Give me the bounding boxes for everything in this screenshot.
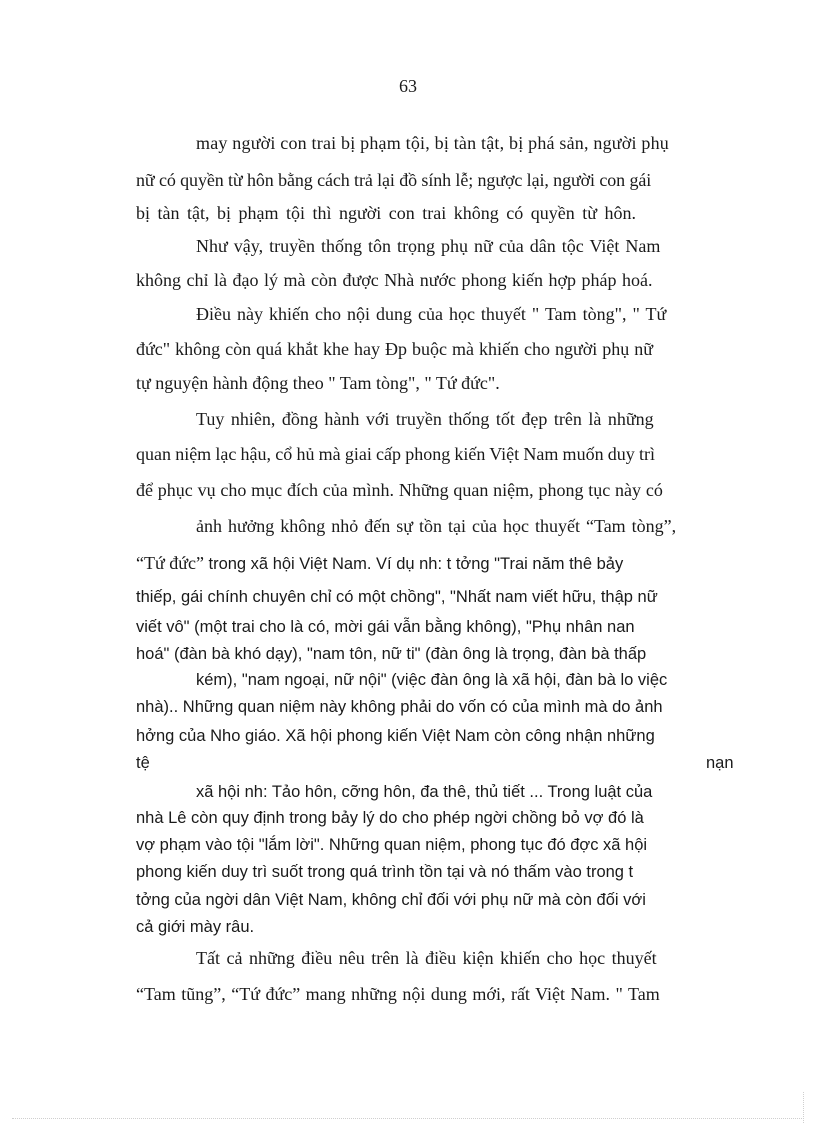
paragraph-line: tởng của ngời dân Việt Nam, không chỉ đối với phụ nữ mà còn đối với	[136, 891, 646, 909]
paragraph-line: Điều này khiến cho nội dung của học thuyết " Tam tòng", " Tứ	[196, 304, 667, 324]
paragraph-line: phong kiến duy trì suốt trong quá trình tồn tại và nó thấm vào trong t	[136, 863, 634, 881]
paragraph-line: hởng của Nho giáo. Xã hội phong kiến Việt Nam còn công nhận những	[136, 727, 655, 745]
paragraph-line: “Tam tũng”, “Tứ đức” mang những nội dung mới, rất Việt Nam. " Tam	[136, 984, 660, 1004]
paragraph-line: nhà Lê còn quy định trong bảy lý do cho phép ngời chồng bỏ vợ đó là	[136, 809, 644, 827]
paragraph-line: viết vô" (một trai cho là có, mời gái vẫn bằng không), "Phụ nhân nan	[136, 618, 635, 636]
paragraph-line: nạn	[706, 754, 734, 772]
paragraph-line: ảnh hưởng không nhỏ đến sự tồn tại của học thuyết “Tam tòng”,	[196, 516, 677, 536]
paragraph-line: nữ có quyền từ hôn bằng cách trả lại đồ sính lễ; ngược lại, người con gái	[136, 170, 652, 190]
paragraph-line: vợ phạm vào tội "lắm lời". Những quan niệm, phong tục đó đợc xã hội	[136, 836, 648, 854]
page-bottom-border	[12, 1118, 802, 1119]
page-number: 63	[399, 76, 417, 96]
paragraph-line: hoá" (đàn bà khó dạy), "nam tôn, nữ ti" (đàn ông là trọng, đàn bà thấp	[136, 645, 647, 663]
paragraph-line: nhà).. Những quan niệm này không phải do vốn có của mình mà do ảnh	[136, 698, 663, 716]
quoted-term: “Tứ đức”	[136, 553, 204, 573]
paragraph-line-sans: trong xã hội Việt Nam. Ví dụ nh: t tởng "Trai năm thê bảy	[208, 555, 624, 573]
paragraph-line: kém), "nam ngoại, nữ nội" (việc đàn ông là xã hội, đàn bà lo việc	[196, 671, 668, 689]
paragraph-line: Tất cả những điều nêu trên là điều kiện khiến cho học thuyết	[196, 948, 657, 968]
paragraph-line: tệ	[136, 754, 150, 772]
paragraph-line: bị tàn tật, bị phạm tội thì người con trai không có quyền từ hôn.	[136, 203, 636, 223]
paragraph-line: đức" không còn quá khắt khe hay Đp buộc mà khiến cho người phụ nữ	[136, 339, 654, 359]
paragraph-line: không chỉ là đạo lý mà còn được Nhà nước phong kiến hợp pháp hoá.	[136, 270, 653, 290]
page-corner-border	[803, 1092, 804, 1123]
paragraph-line: tự nguyện hành động theo " Tam tòng", " Tứ đức".	[136, 373, 500, 393]
paragraph-line: may người con trai bị phạm tội, bị tàn tật, bị phá sản, người phụ	[196, 133, 669, 153]
paragraph-line: Như vậy, truyền thống tôn trọng phụ nữ của dân tộc Việt Nam	[196, 236, 661, 256]
paragraph-line: Tuy nhiên, đồng hành với truyền thống tốt đẹp trên là những	[196, 409, 654, 429]
paragraph-line: xã hội nh: Tảo hôn, cỡng hôn, đa thê, thủ tiết ... Trong luật của	[196, 783, 653, 801]
paragraph-line: cả giới mày râu.	[136, 918, 255, 936]
paragraph-line-mixed	[136, 553, 623, 574]
paragraph-line: để phục vụ cho mục đích của mình. Những quan niệm, phong tục này có	[136, 480, 663, 500]
paragraph-line: quan niệm lạc hậu, cổ hủ mà giai cấp phong kiến Việt Nam muốn duy trì	[136, 444, 655, 464]
paragraph-line: thiếp, gái chính chuyên chỉ có một chồng", "Nhất nam viết hữu, thập nữ	[136, 588, 658, 606]
